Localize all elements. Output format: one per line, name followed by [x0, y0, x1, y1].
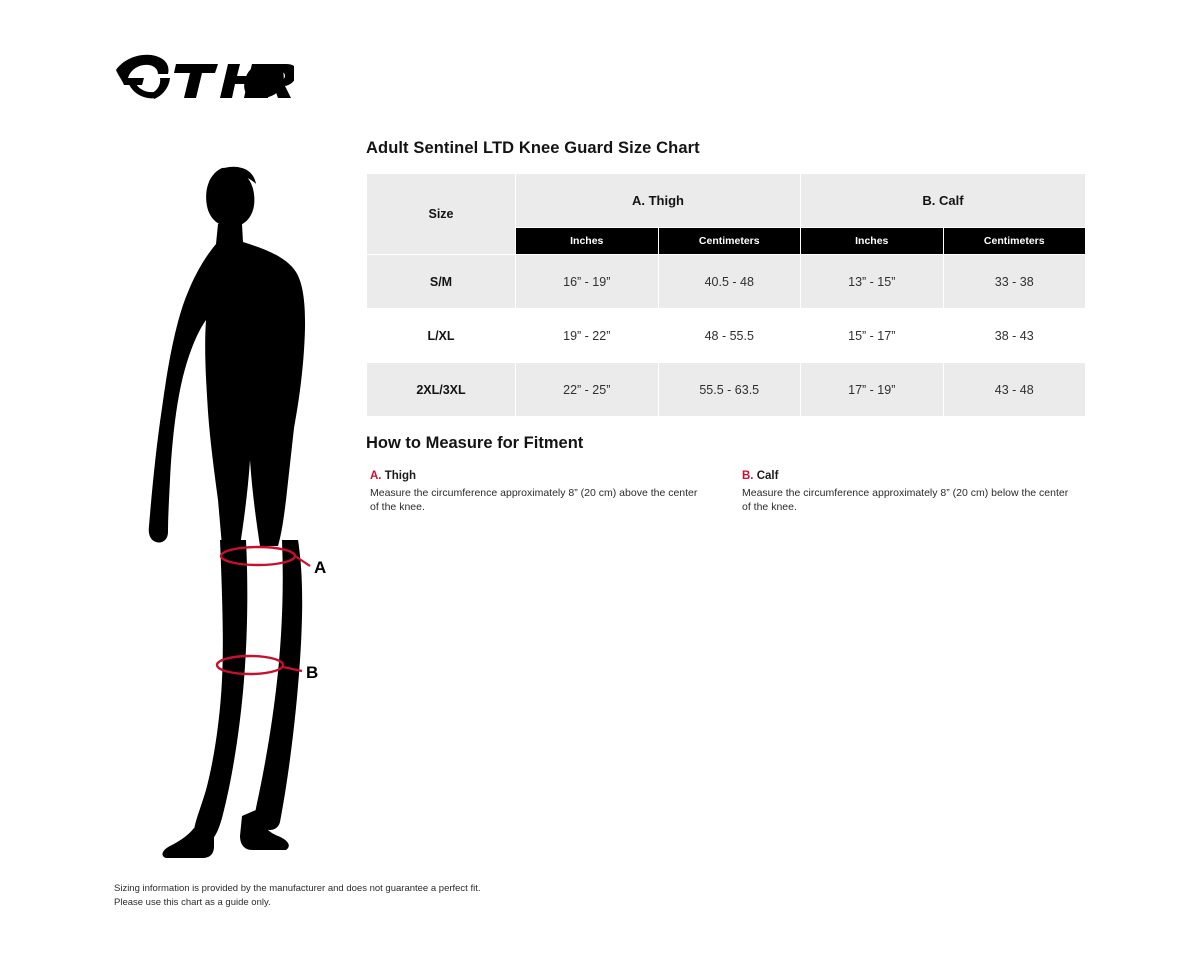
- cell-calf-inches: 15” - 17”: [801, 309, 944, 363]
- header-group-thigh: A. Thigh: [516, 174, 801, 228]
- howto-title: How to Measure for Fitment: [366, 434, 584, 452]
- howto-text-thigh: Measure the circumference approximately 8” (20 cm) above the center of the knee.: [370, 487, 698, 514]
- howto-label-calf: Calf: [756, 470, 779, 482]
- cell-thigh-inches: 22” - 25”: [516, 363, 659, 417]
- howto-heading-thigh: [370, 470, 700, 482]
- cell-calf-centimeters: 38 - 43: [943, 309, 1086, 363]
- cell-calf-centimeters: 43 - 48: [943, 363, 1086, 417]
- header-group-calf: B. Calf: [801, 174, 1086, 228]
- size-chart-table: [366, 173, 1086, 417]
- howto-item-calf: [742, 470, 1072, 515]
- thor-helmet-logo: [114, 52, 294, 108]
- cell-thigh-centimeters: 40.5 - 48: [658, 255, 801, 309]
- cell-size: 2XL/3XL: [367, 363, 516, 417]
- header-calf-inches: Inches: [801, 228, 944, 255]
- label-b: B: [306, 663, 319, 682]
- howto-item-thigh: [370, 470, 700, 515]
- howto-marker-b: B.: [742, 470, 754, 482]
- cell-size: L/XL: [367, 309, 516, 363]
- cell-calf-centimeters: 33 - 38: [943, 255, 1086, 309]
- cell-thigh-centimeters: 55.5 - 63.5: [658, 363, 801, 417]
- footnote-line-2: Please use this chart as a guide only.: [114, 897, 271, 909]
- male-silhouette: [149, 167, 305, 858]
- header-thigh-inches: Inches: [516, 228, 659, 255]
- table-row: [367, 309, 1086, 363]
- table-row: [367, 363, 1086, 417]
- table-header-row-groups: [367, 174, 1086, 228]
- howto-text-calf: Measure the circumference approximately 8” (20 cm) below the center of the knee.: [742, 487, 1069, 514]
- page-title: Adult Sentinel LTD Knee Guard Size Chart: [366, 139, 700, 157]
- header-size: Size: [367, 174, 516, 255]
- cell-thigh-centimeters: 48 - 55.5: [658, 309, 801, 363]
- header-calf-centimeters: Centimeters: [943, 228, 1086, 255]
- table-row: [367, 255, 1086, 309]
- cell-thigh-inches: 16” - 19”: [516, 255, 659, 309]
- cell-thigh-inches: 19” - 22”: [516, 309, 659, 363]
- header-thigh-centimeters: Centimeters: [658, 228, 801, 255]
- footnote-line-1: Sizing information is provided by the manufacturer and does not guarantee a perfect fit.: [114, 883, 481, 894]
- howto-heading-calf: [742, 470, 1072, 482]
- howto-label-thigh: Thigh: [384, 470, 416, 482]
- cell-size: S/M: [367, 255, 516, 309]
- cell-calf-inches: 13” - 15”: [801, 255, 944, 309]
- brand-logo: [114, 52, 294, 108]
- howto-marker-a: A.: [370, 470, 382, 482]
- label-a: A: [314, 558, 327, 577]
- body-diagram: [110, 160, 350, 860]
- cell-calf-inches: 17” - 19”: [801, 363, 944, 417]
- footnote: [114, 882, 481, 911]
